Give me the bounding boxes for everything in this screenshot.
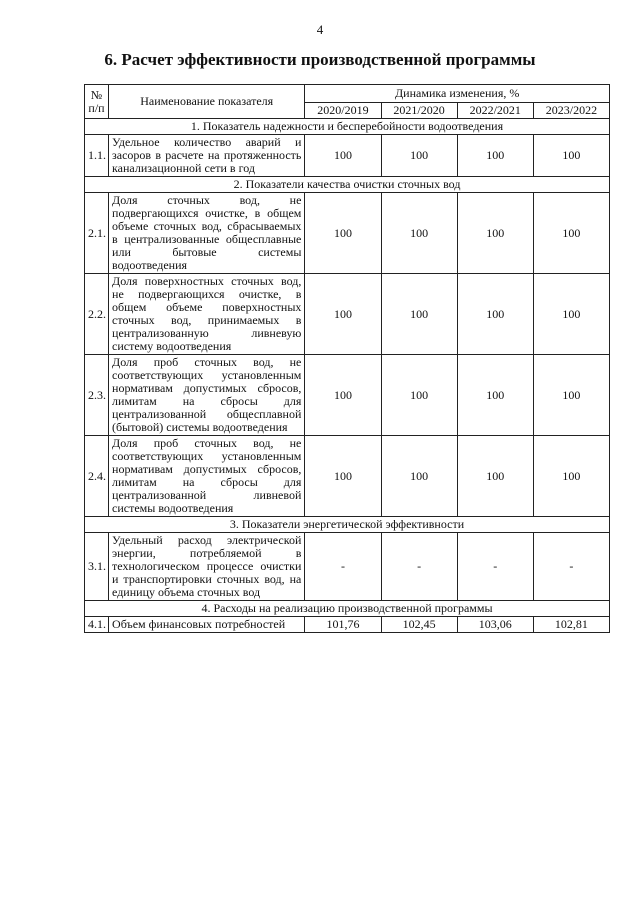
row-value: 100	[533, 274, 609, 355]
row-number: 3.1.	[85, 533, 109, 601]
row-value: 100	[381, 355, 457, 436]
row-value: 100	[533, 436, 609, 517]
group-title: 2. Показатели качества очистки сточных вод	[85, 177, 610, 193]
header-year: 2020/2019	[305, 103, 381, 119]
row-value: 100	[305, 436, 381, 517]
row-value: 100	[305, 193, 381, 274]
table-row	[85, 193, 610, 274]
row-value: 103,06	[457, 617, 533, 633]
group-title: 4. Расходы на реализацию производственной программы	[85, 601, 610, 617]
row-value: -	[381, 533, 457, 601]
row-value: 100	[457, 274, 533, 355]
page-number: 4	[316, 22, 324, 37]
row-value: 100	[457, 355, 533, 436]
row-name: Удельный расход электрической энергии, потребляемой в технологическом процессе очистки и транспортировки сточных вод, на единицу объема сточных вод	[109, 533, 305, 601]
table-row	[85, 355, 610, 436]
row-value: 102,81	[533, 617, 609, 633]
row-value: 100	[533, 355, 609, 436]
row-name: Удельное количество аварий и засоров в расчете на протяженность канализационной сети в год	[109, 135, 305, 177]
row-number: 1.1.	[85, 135, 109, 177]
row-value: -	[457, 533, 533, 601]
row-number: 2.4.	[85, 436, 109, 517]
group-title: 3. Показатели энергетической эффективности	[85, 517, 610, 533]
row-name: Доля проб сточных вод, не соответствующих установленным нормативам допустимых сбросов, лимитам на сбросы для централизованной общесплавной (бытовой) системы водоотведения	[109, 355, 305, 436]
row-value: 100	[457, 193, 533, 274]
row-value: 100	[533, 135, 609, 177]
header-year: 2021/2020	[381, 103, 457, 119]
row-value: 100	[305, 274, 381, 355]
row-number: 2.1.	[85, 193, 109, 274]
row-value: 100	[533, 193, 609, 274]
table-row	[85, 533, 610, 601]
row-value: 100	[381, 274, 457, 355]
header-dynamics: Динамика изменения, %	[305, 85, 610, 103]
row-value: 100	[381, 135, 457, 177]
row-value: 101,76	[305, 617, 381, 633]
row-name: Доля поверхностных сточных вод, не подвергающихся очистке, в общем объеме поверхностных сточных вод, принимаемых в централизованную ливневую систему водоотведения	[109, 274, 305, 355]
header-num: № п/п	[85, 85, 109, 119]
row-value: 100	[381, 193, 457, 274]
row-number: 2.3.	[85, 355, 109, 436]
table-row	[85, 617, 610, 633]
row-value: 100	[457, 436, 533, 517]
table-row	[85, 274, 610, 355]
row-value: 102,45	[381, 617, 457, 633]
header-year: 2023/2022	[533, 103, 609, 119]
row-value: 100	[305, 135, 381, 177]
table-row	[85, 135, 610, 177]
table-row	[85, 436, 610, 517]
row-value: -	[305, 533, 381, 601]
row-value: 100	[305, 355, 381, 436]
row-number: 2.2.	[85, 274, 109, 355]
row-name: Доля проб сточных вод, не соответствующих установленным нормативам допустимых сбросов, лимитам на сбросы для централизованной ливневой системы водоотведения	[109, 436, 305, 517]
row-number: 4.1.	[85, 617, 109, 633]
row-name: Доля сточных вод, не подвергающихся очистке, в общем объеме сточных вод, сбрасываемых в централизованные общесплавные или бытовые системы водоотведения	[109, 193, 305, 274]
header-year: 2022/2021	[457, 103, 533, 119]
row-value: 100	[457, 135, 533, 177]
row-name: Объем финансовых потребностей	[109, 617, 305, 633]
section-title: 6. Расчет эффективности производственной программы	[104, 50, 536, 69]
header-name: Наименование показателя	[109, 85, 305, 119]
row-value: -	[533, 533, 609, 601]
row-value: 100	[381, 436, 457, 517]
efficiency-table	[84, 84, 610, 633]
group-title: 1. Показатель надежности и бесперебойности водоотведения	[85, 119, 610, 135]
